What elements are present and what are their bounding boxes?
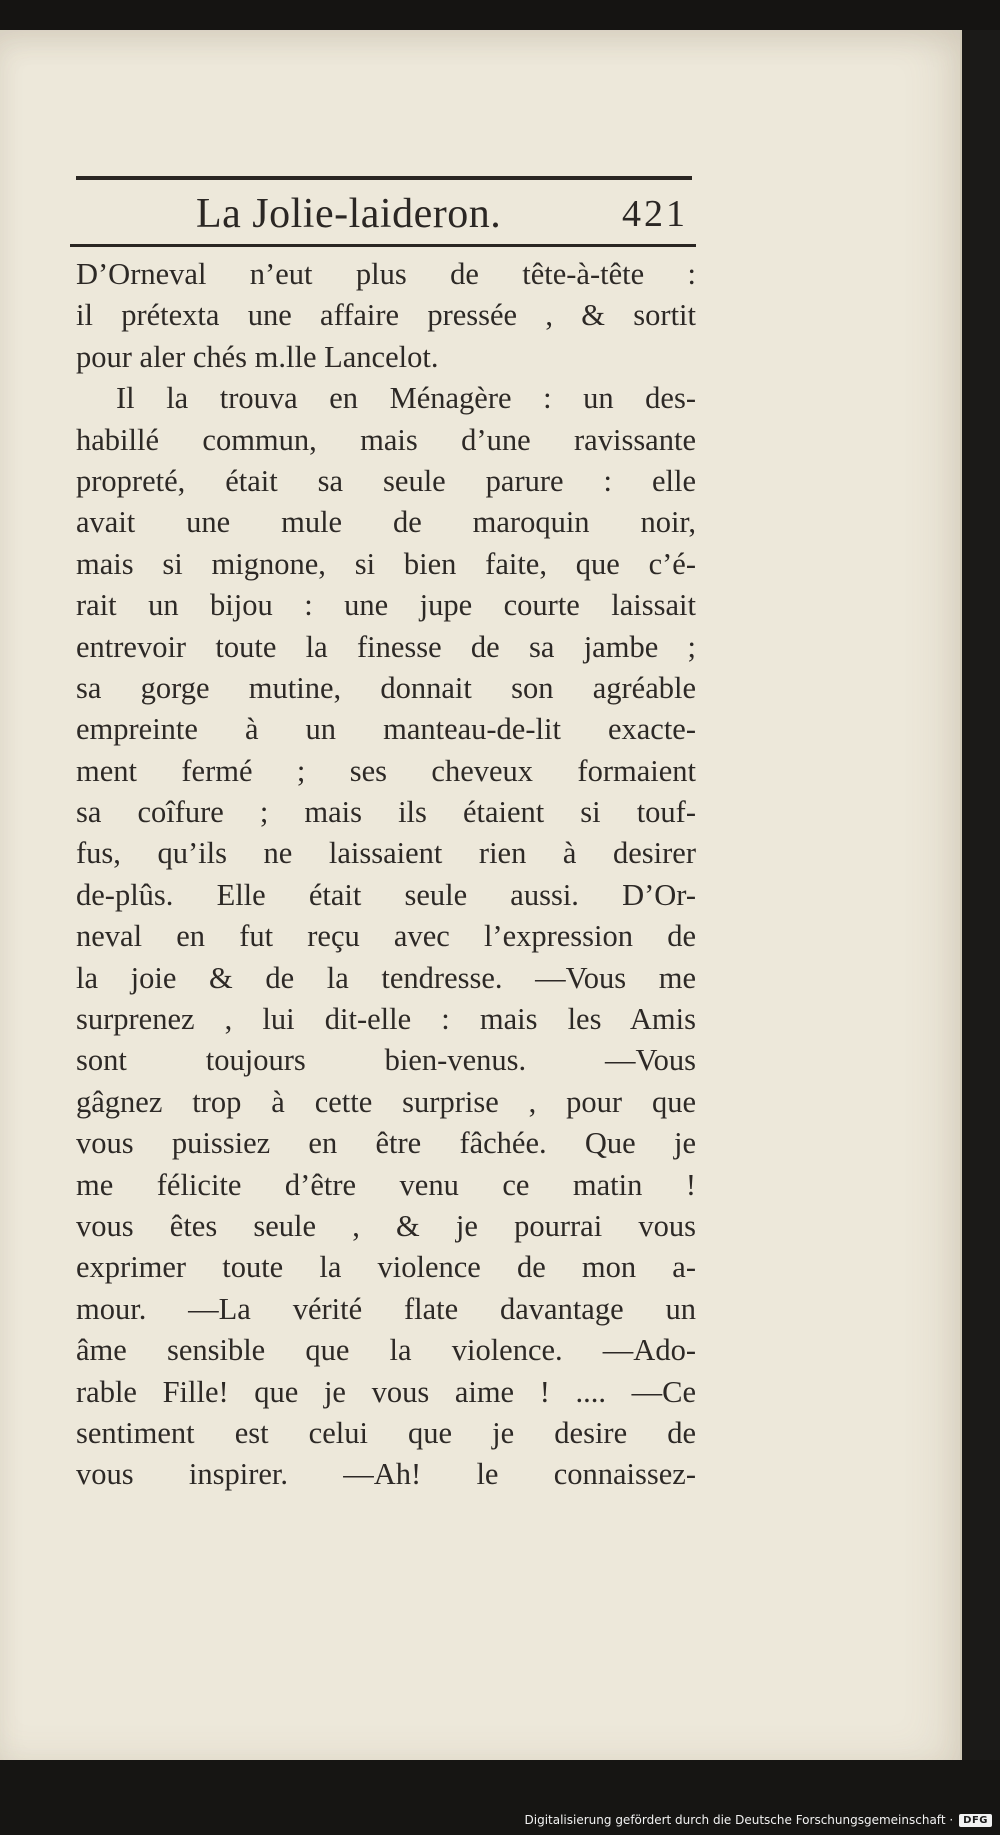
text-line: surprenez , lui dit-elle : mais les Amis [76, 1002, 696, 1037]
text-line: pour aler chés m.lle Lancelot. [76, 339, 439, 374]
text-line: me félicite d’être venu ce matin ! [76, 1167, 696, 1202]
text-line: ment fermé ; ses cheveux formaient [76, 753, 696, 788]
running-title: La Jolie-laideron. [196, 191, 502, 237]
text-line: de-plûs. Elle était seule aussi. D’Or- [76, 877, 696, 912]
header-rule-bottom [70, 244, 696, 247]
text-line: habillé commun, mais d’une ravissante [76, 422, 696, 457]
text-line: sa coîfure ; mais ils étaient si touf- [76, 795, 696, 830]
text-line: vous inspirer. —Ah! le connaissez- [76, 1457, 696, 1492]
scan-background-top [0, 0, 1000, 30]
text-line: entrevoir toute la finesse de sa jambe ; [76, 629, 696, 664]
text-line: rait un bijou : une jupe courte laissait [76, 588, 696, 623]
credit-text: Digitalisierung gefördert durch die Deutsche Forschungsgemeinschaft · [524, 1813, 954, 1827]
text-line: mour. —La vérité flate davantage un [76, 1291, 696, 1326]
text-line: D’Orneval n’eut plus de tête-à-tête : [76, 257, 696, 291]
text-line: la joie & de la tendresse. —Vous me [76, 960, 696, 995]
digitization-credit [525, 1809, 992, 1831]
text-line: vous puissiez en être fâchée. Que je [76, 1126, 696, 1161]
text-line: fus, qu’ils ne laissaient rien à desirer [76, 836, 696, 871]
running-head [76, 190, 692, 242]
header-rule-top [76, 176, 692, 180]
text-line: gâgnez trop à cette surprise , pour que [76, 1084, 696, 1119]
text-line: exprimer toute la violence de mon a- [76, 1250, 696, 1285]
text-line: âme sensible que la violence. —Ado- [76, 1333, 696, 1368]
text-line: neval en fut reçu avec l’expression de [76, 919, 696, 954]
text-line: sa gorge mutine, donnait son agréable [76, 670, 696, 705]
dfg-logo: DFG [959, 1814, 992, 1827]
page-number: 421 [622, 193, 688, 235]
text-line: avait une mule de maroquin noir, [76, 505, 696, 540]
text-line: mais si mignone, si bien faite, que c’é- [76, 546, 696, 581]
text-line: vous êtes seule , & je pourrai vous [76, 1208, 696, 1243]
text-line: sont toujours bien-venus. —Vous [76, 1043, 696, 1078]
body-text [76, 254, 696, 1496]
text-line: rable Fille! que je vous aime ! .... —Ce [76, 1374, 696, 1409]
text-line: sentiment est celui que je desire de [76, 1415, 696, 1450]
text-line: Il la trouva en Ménagère : un des- [116, 381, 696, 416]
scan-footer [0, 1760, 1000, 1835]
text-line: propreté, était sa seule parure : elle [76, 463, 696, 498]
text-line: empreinte à un manteau-de-lit exacte- [76, 712, 696, 747]
text-line: il prétexta une affaire pressée , & sortit [76, 298, 696, 333]
